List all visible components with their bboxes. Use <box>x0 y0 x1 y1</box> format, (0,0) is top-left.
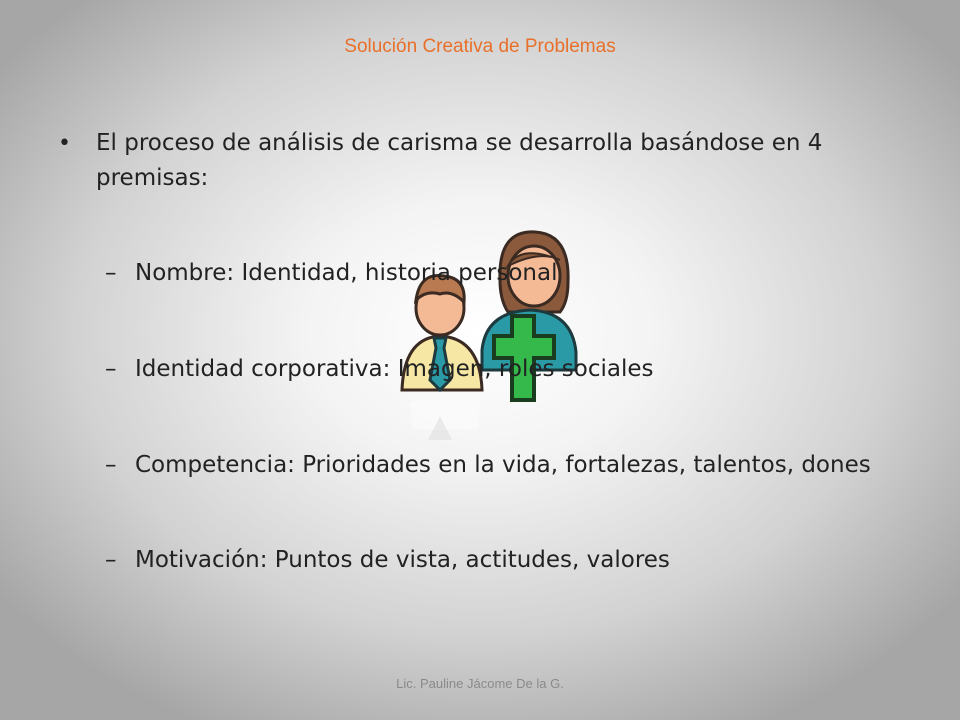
sub-bullet <box>56 543 906 578</box>
slide-content <box>56 126 906 578</box>
dash-icon: – <box>105 356 117 382</box>
bullet-dot-icon: • <box>58 131 71 156</box>
sub-bullet-text: Identidad corporativa: Imagen, roles sociales <box>135 356 654 382</box>
sub-bullet-text: Motivación: Puntos de vista, actitudes, valores <box>135 547 670 573</box>
dash-icon: – <box>105 452 117 478</box>
dash-icon: – <box>105 547 117 573</box>
sub-bullet <box>56 256 906 291</box>
slide-header: Solución Creativa de Problemas <box>344 36 616 57</box>
dash-icon: – <box>105 260 117 286</box>
slide-footer: Lic. Pauline Jácome De la G. <box>396 676 564 691</box>
sub-bullet-text: Competencia: Prioridades en la vida, fortalezas, talentos, dones <box>135 452 871 478</box>
sub-bullet <box>56 448 906 483</box>
sub-bullet <box>56 352 906 387</box>
main-bullet <box>56 126 906 196</box>
sub-bullet-text: Nombre: Identidad, historia personal <box>135 260 558 286</box>
main-bullet-text: El proceso de análisis de carisma se desarrolla basándose en 4 premisas: <box>96 130 823 191</box>
